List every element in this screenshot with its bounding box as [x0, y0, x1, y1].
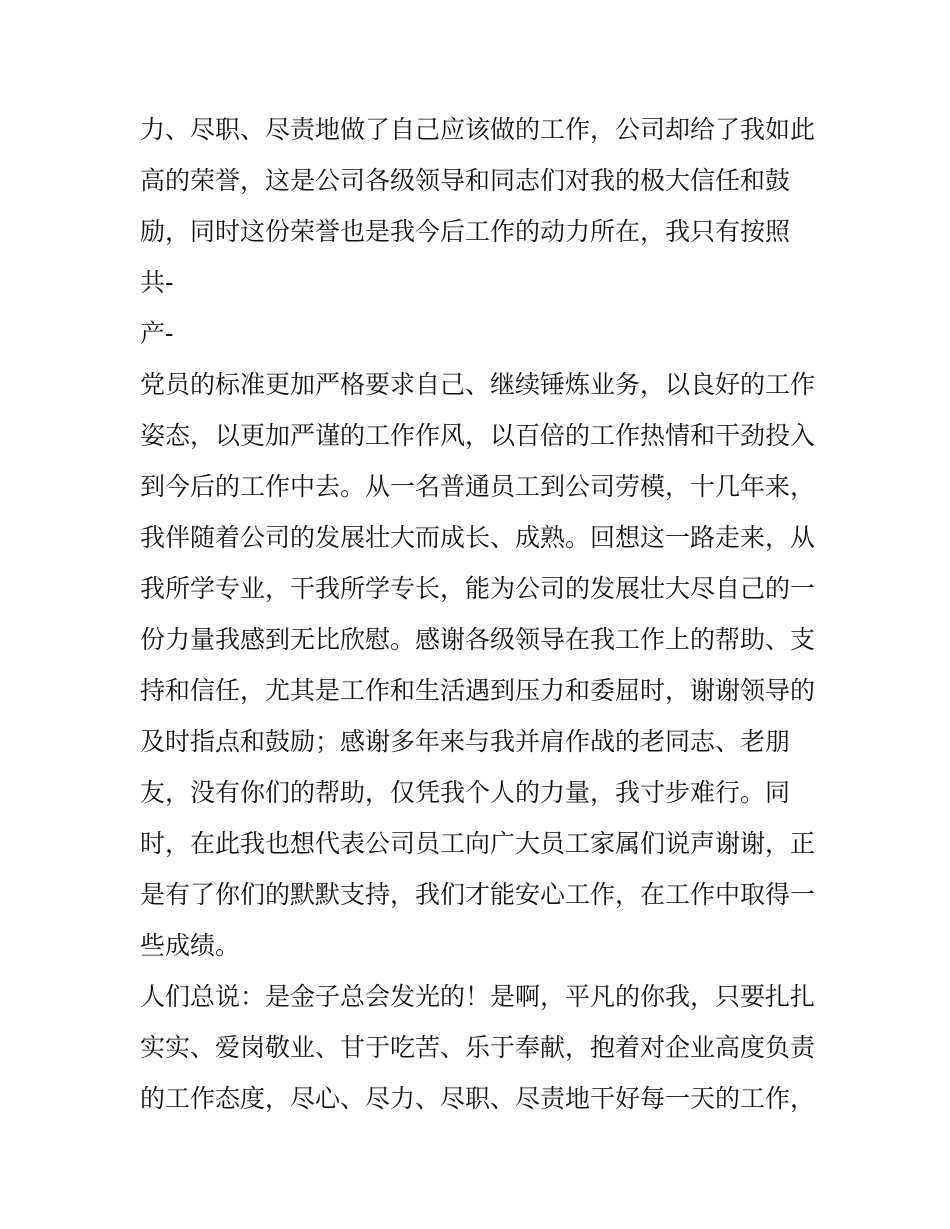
text-line: 人们总说：是金子总会发光的！是啊，平凡的你我，只要扎扎	[140, 982, 816, 1011]
text-line: 到今后的工作中去。从一名普通员工到公司劳模，十几年来，	[140, 472, 816, 501]
text-line: 友，没有你们的帮助，仅凭我个人的力量，我寸步难行。同	[140, 778, 791, 807]
text-line: 时，在此我也想代表公司员工向广大员工家属们说声谢谢，正	[140, 829, 816, 858]
text-line: 些成绩。	[140, 931, 241, 960]
text-line: 持和信任，尤其是工作和生活遇到压力和委屈时，谢谢领导的	[140, 676, 816, 705]
text-line: 励，同时这份荣誉也是我今后工作的动力所在，我只有按照	[140, 217, 791, 246]
text-line: 高的荣誉，这是公司各级领导和同志们对我的极大信任和鼓	[140, 166, 791, 195]
text-line: 我伴随着公司的发展壮大而成长、成熟。回想这一路走来，从	[140, 523, 816, 552]
text-line: 的工作态度，尽心、尽力、尽职、尽责地干好每一天的工作，	[140, 1084, 816, 1113]
text-line: 我所学专业，干我所学专长，能为公司的发展壮大尽自己的一	[140, 574, 816, 603]
text-line: 及时指点和鼓励；感谢多年来与我并肩作战的老同志、老朋	[140, 727, 791, 756]
text-line: 姿态，以更加严谨的工作作风，以百倍的工作热情和干劲投入	[140, 421, 816, 450]
text-line: 实实、爱岗敬业、甘于吃苦、乐于奉献，抱着对企业高度负责	[140, 1033, 816, 1062]
text-line: 产-	[140, 319, 174, 348]
text-line: 份力量我感到无比欣慰。感谢各级领导在我工作上的帮助、支	[140, 625, 816, 654]
text-line: 力、尽职、尽责地做了自己应该做的工作，公司却给了我如此	[140, 115, 816, 144]
document-body	[140, 104, 820, 1124]
text-line: 是有了你们的默默支持，我们才能安心工作，在工作中取得一	[140, 880, 816, 909]
text-line: 共-	[140, 268, 174, 297]
text-line: 党员的标准更加严格要求自己、继续锤炼业务，以良好的工作	[140, 370, 816, 399]
